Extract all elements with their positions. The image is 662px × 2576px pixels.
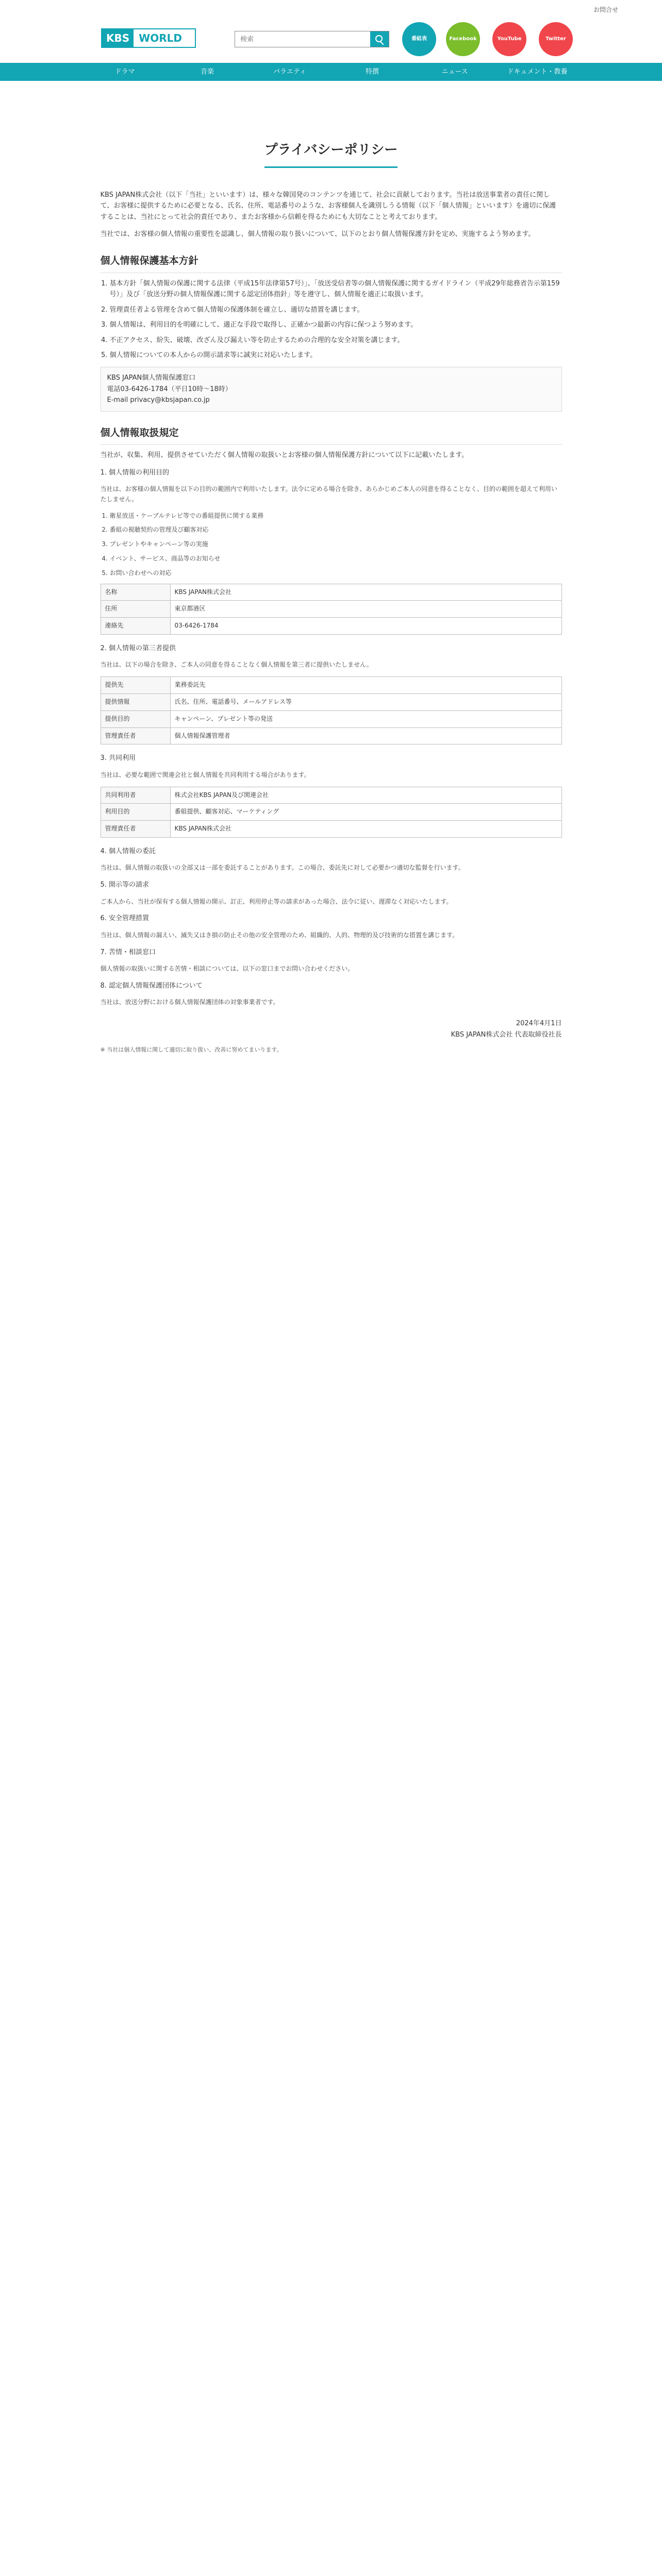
signature-block [101,1018,562,1040]
certified-organization-text: 当社は、放送分野における個人情報保護団体の対象事業者です。 [100,998,279,1006]
joint-use-heading: 3. 共同利用 [100,754,136,762]
third-party-text: 当社は、以下の場合を除き、ご本人の同意を得ることなく個人情報を第三者に提供いたしません。 [100,661,373,669]
search-input[interactable] [235,31,370,47]
table-header-cell: 住所 [101,601,170,618]
table-header-cell: 提供目的 [101,710,170,727]
nav-music[interactable]: 音楽 [200,67,214,76]
table-header-cell: 提供先 [101,677,170,694]
twitter-link[interactable]: Twitter [539,22,573,56]
disclosure-text: ご本人から、当社が保有する個人情報の開示、訂正、利用停止等の請求があった場合、法令に従い、遅滞なく対応いたします。 [100,897,453,905]
table-row [101,804,561,821]
company-info-table [101,584,562,635]
contact-link[interactable]: お問合せ [593,6,618,13]
purpose-text: 当社は、お客様の個人情報を以下の目的の範囲内で利用いたします。法令に定める場合を除き、あらかじめご本人の同意を得ることなく、目的の範囲を超えて利用いたしません。 [100,485,557,503]
purpose-heading: 1. 個人情報の利用目的 [100,468,170,477]
logo-world-text: WORLD [139,31,182,44]
table-cell: 03-6426-1784 [170,618,561,635]
table-row [101,677,561,694]
disclosure-heading: 5. 開示等の請求 [100,881,150,889]
table-header-cell: 共同利用者 [101,787,170,804]
handling-rules-lead: 当社が、収集、利用、提供させていただく個人情報の取扱いとお客様の個人情報保護方針について以下に記載いたします。 [100,451,469,460]
table-row [101,821,561,838]
table-cell: 番組提供、顧客対応、マーケティング [170,804,561,821]
table-header-cell: 名称 [101,584,170,601]
security-heading: 6. 安全管理措置 [100,914,150,923]
intro-paragraph-2: 当社では、お客様の個人情報の重要性を認識し、個人情報の取り扱いについて、以下のとおり個人情報保護方針を定め、実施するよう努めます。 [100,230,535,239]
purpose-item: 5. お問い合わせへの対応 [110,568,562,579]
intro-section [101,190,562,240]
table-header-cell: 管理責任者 [101,727,170,744]
logo-kbs-text: KBS [102,29,134,47]
privacy-contact-box [101,367,562,411]
search-button[interactable] [370,31,389,47]
youtube-link[interactable]: YouTube [492,22,526,56]
table-row [101,584,561,601]
contact-phone: 電話03-6426-1784（平日10時〜18時） [107,385,232,393]
table-header-cell: 管理責任者 [101,821,170,838]
main-nav [0,63,662,81]
table-row [101,693,561,710]
purpose-list [101,511,562,579]
policy-item: 5. 個人情報についての本人からの開示請求等に誠実に対応いたします。 [110,350,562,361]
joint-use-table [101,787,562,838]
complaints-heading: 7. 苦情・相談窓口 [100,948,156,956]
purpose-item: 1. 衛星放送・ケーブルテレビ等での番組提供に関する業務 [110,511,562,521]
handling-rules-section [101,425,562,1055]
program-guide-link[interactable]: 番組表 [402,22,436,56]
contact-name: KBS JAPAN個人情報保護窓口 [107,374,196,382]
security-text: 当社は、個人情報の漏えい、滅失又はき損の防止その他の安全管理のため、組織的、人的、物理的及び技術的な措置を講じます。 [100,931,459,939]
purpose-item: 4. イベント、サービス、商品等のお知らせ [110,554,562,564]
table-header-cell: 提供情報 [101,693,170,710]
facebook-link[interactable]: Facebook [446,22,480,56]
search-box[interactable] [235,31,389,47]
table-cell: 個人情報保護管理者 [170,727,561,744]
joint-use-text: 当社は、必要な範囲で関連会社と個人情報を共同利用する場合があります。 [100,771,310,778]
purpose-item: 3. プレゼントやキャンペーン等の実施 [110,539,562,550]
policy-item: 1. 基本方針「個人情報の保護に関する法律（平成15年法律第57号）」、「放送受信者等の個人情報保護に関するガイドライン（平成29年総務省告示第159号）」及び「放送分野の個人情報保護に関する認定団体指針」等を遵守し、個人情報を適正に取扱います。 [110,278,562,300]
nav-drama[interactable]: ドラマ [114,67,135,76]
table-cell: 株式会社KBS JAPAN及び関連会社 [170,787,561,804]
table-row [101,618,561,635]
policy-item: 4. 不正アクセス、紛失、破壊、改ざん及び漏えい等を防止するための合理的な安全対策を講じます。 [110,335,562,346]
nav-variety[interactable]: バラエティ [273,67,306,76]
table-header-cell: 利用目的 [101,804,170,821]
kbs-world-logo[interactable] [101,28,196,48]
table-cell: KBS JAPAN株式会社 [170,584,561,601]
outsourcing-text: 当社は、個人情報の取扱いの全部又は一部を委託することがあります。この場合、委託先に対して必要かつ適切な監督を行います。 [100,864,465,872]
table-row [101,787,561,804]
nav-news[interactable]: ニュース [441,67,468,76]
certified-organization-heading: 8. 認定個人情報保護団体について [100,981,203,990]
complaints-text: 個人情報の取扱いに関する苦情・相談については、以下の窓口までお問い合わせください。 [100,965,354,973]
nav-documentary[interactable]: ドキュメント・教養 [507,67,568,76]
policy-item: 2. 管理責任者よる管理を含めて個人情報の保護体制を確立し、適切な措置を講じます。 [110,304,562,315]
third-party-heading: 2. 個人情報の第三者提供 [100,644,176,652]
purpose-item: 2. 番組の視聴契約の管理及び顧客対応 [110,525,562,535]
table-row [101,727,561,744]
company-representative: KBS JAPAN株式会社 代表取締役社長 [451,1030,562,1039]
table-cell: 東京都港区 [170,601,561,618]
table-row [101,710,561,727]
policy-date: 2024年4月1日 [516,1020,562,1028]
intro-paragraph-1: KBS JAPAN株式会社（以下「当社」といいます）は、様々な韓国発のコンテンツを通じて、社会に貢献しております。当社は放送事業者の責任に関して、お客様に提供するために必要となる、氏名、住所、電話番号のような、お客様個人を識別しうる情報（以下「個人情報」といいます）を適切に保護することは、当社にとって社会的責任であり、またお客様から信頼を得るためにも大切なことと考えております。 [100,191,556,221]
site-header [0,0,662,63]
table-cell: KBS JAPAN株式会社 [170,821,561,838]
nav-special[interactable]: 特撰 [365,67,379,76]
third-party-table [101,676,562,744]
handling-rules-title: 個人情報取扱規定 [101,425,562,445]
outsourcing-heading: 4. 個人情報の委託 [100,847,156,855]
policy-item: 3. 個人情報は、利用目的を明確にして、適正な手段で取得し、正確かつ最新の内容に保つよう努めます。 [110,319,562,330]
table-cell: 業務委託先 [170,677,561,694]
page-title: プライバシーポリシー [264,139,398,168]
basic-policy-list [101,278,562,361]
table-row [101,601,561,618]
basic-policy-section [101,253,562,411]
contact-email[interactable]: E-mail privacy@kbsjapan.co.jp [107,396,210,404]
policy-notice: ※ 当社は個人情報に関して適切に取り扱い、改善に努めてまいります。 [100,1046,283,1054]
basic-policy-title: 個人情報保護基本方針 [101,253,562,273]
privacy-content [101,81,562,2576]
table-cell: キャンペーン、プレゼント等の発送 [170,710,561,727]
table-header-cell: 連絡先 [101,618,170,635]
table-cell: 氏名、住所、電話番号、メールアドレス等 [170,693,561,710]
page-title-wrap [101,130,562,177]
